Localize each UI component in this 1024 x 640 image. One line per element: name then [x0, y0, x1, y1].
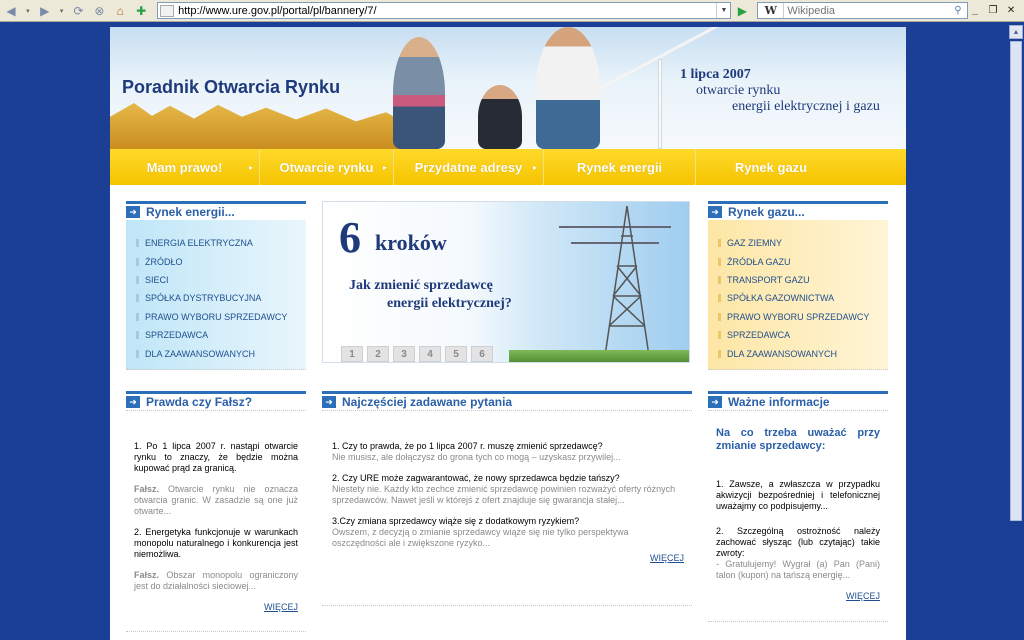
site-title[interactable]: Poradnik Otwarcia Rynku [122, 77, 341, 97]
link-label[interactable]: PRAWO WYBORU SPRZEDAWCY [727, 311, 870, 322]
faq-item [332, 516, 684, 549]
bookmark-add-icon[interactable]: ✚ [136, 3, 147, 18]
faq-question[interactable]: 2. Czy URE może zagwarantować, że nowy sprzedawca będzie tańszy? [332, 473, 620, 483]
url-text[interactable]: http://www.ure.gov.pl/portal/pl/bannery/7/ [178, 4, 377, 17]
nav-item-otwarcie-rynku[interactable] [260, 149, 394, 185]
divider [322, 605, 692, 606]
url-bar[interactable] [157, 2, 731, 19]
info-header [708, 391, 888, 410]
link-label[interactable]: SPÓŁKA DYSTRYBUCYJNA [145, 293, 262, 304]
list-item[interactable] [718, 344, 888, 362]
submenu-arrow-icon: ▸ [248, 162, 253, 172]
grass-decoration [509, 350, 690, 363]
nav-item-label: Przydatne adresy [414, 159, 523, 175]
more-link[interactable]: WIĘCEJ [845, 591, 880, 601]
step-tab[interactable]: 1 [341, 346, 363, 362]
divider [126, 631, 306, 632]
promo-step-tabs [341, 346, 493, 362]
answer-2 [134, 570, 298, 592]
photo-woman [393, 37, 445, 149]
forward-arrow-icon[interactable]: ▶ [40, 3, 50, 18]
search-engine-selector[interactable]: W [758, 3, 784, 18]
nav-item-rynek-energii[interactable] [544, 149, 696, 185]
bullet-icon [718, 313, 721, 321]
restore-button[interactable]: ❐ [988, 5, 998, 16]
info-subhead: Na co trzeba uważać przy zmianie sprzedawcy: [716, 427, 880, 452]
home-icon[interactable]: ⌂ [116, 3, 124, 18]
list-item[interactable] [136, 234, 306, 252]
faq-header [322, 391, 692, 410]
energy-box-title[interactable]: Rynek energii... [146, 205, 235, 219]
go-button[interactable]: ▶ [737, 3, 748, 18]
wind-turbine-icon [658, 59, 662, 149]
list-item[interactable] [136, 271, 306, 289]
nav-item-przydatne-adresy[interactable] [394, 149, 544, 185]
banner-date: 1 lipca 2007 [680, 67, 751, 82]
list-item[interactable] [718, 252, 888, 270]
info-point-2-quote: - Gratulujemy! Wygrał (a) Pan (Pani) talon (kupon) na tańszą energię... [716, 559, 880, 580]
bullet-icon [136, 331, 139, 339]
faq-answer: Owszem, z decyzją o zmianie sprzedawcy wiąże się nie tylko perspektywa oszczędności ale i zwiększone ryzyko... [332, 527, 629, 548]
six-steps-promo[interactable] [322, 201, 690, 363]
scroll-up-icon[interactable]: ▲ [1009, 25, 1023, 39]
bullet-icon [136, 350, 139, 358]
step-tab[interactable]: 5 [445, 346, 467, 362]
banner-line-3: energii elektrycznej i gazu [732, 99, 880, 114]
bullet-icon [136, 294, 139, 302]
stop-icon[interactable]: ⊗ [94, 3, 105, 18]
faq-item [332, 441, 684, 463]
faq-question[interactable]: 3.Czy zmiana sprzedawcy wiąże się z dodatkowym ryzykiem? [332, 516, 580, 526]
back-dropdown-icon[interactable]: ▾ [26, 7, 30, 15]
promo-number: 6 [339, 213, 361, 262]
faq-question[interactable]: 1. Czy to prawda, że po 1 lipca 2007 r. muszę zmienić sprzedawcę? [332, 441, 603, 451]
arrow-right-icon: ➜ [708, 206, 722, 218]
link-label[interactable]: ŹRÓDŁO [145, 256, 183, 267]
faq-panel [322, 391, 692, 564]
search-input[interactable] [784, 4, 949, 18]
gas-box-header [708, 201, 888, 220]
answer-label: Fałsz. [134, 484, 160, 494]
link-label[interactable]: SPÓŁKA GAZOWNICTWA [727, 293, 835, 304]
browser-toolbar [0, 0, 1024, 22]
list-item[interactable] [718, 234, 888, 252]
submenu-arrow-icon: ▸ [382, 162, 387, 172]
reload-icon[interactable]: ⟳ [73, 3, 84, 18]
page-favicon-icon [160, 5, 174, 17]
faq-answer: Nie musisz, ale dołączysz do grona tych co mogą – uzyskasz przywilej... [332, 452, 621, 462]
divider [708, 621, 888, 622]
arrow-right-icon: ➜ [322, 396, 336, 408]
nav-item-label: Rynek energii [576, 159, 663, 175]
web-page [110, 27, 906, 640]
list-item[interactable] [136, 344, 306, 362]
step-tab[interactable]: 3 [393, 346, 415, 362]
statement-1: 1. Po 1 lipca 2007 r. nastąpi otwarcie rynku to znaczy, że będzie można kupować prąd za granicą. [134, 441, 298, 473]
arrow-right-icon: ➜ [126, 396, 140, 408]
link-label[interactable]: GAZ ZIEMNY [727, 238, 783, 249]
link-label[interactable]: SPRZEDAWCA [145, 330, 209, 341]
answer-label: Fałsz. [134, 570, 160, 580]
forward-dropdown-icon[interactable]: ▾ [59, 7, 64, 15]
true-false-content [126, 411, 306, 613]
bullet-icon [718, 239, 721, 247]
link-label[interactable]: ŹRÓDŁA GAZU [727, 256, 791, 267]
bullet-icon [136, 258, 139, 266]
answer-text: Otwarcie rynku nie oznacza otwarcia granic. W zasadzie są one już otwarte... [134, 484, 298, 516]
close-button[interactable]: ✕ [1006, 5, 1016, 16]
link-label[interactable]: DLA ZAAWANSOWANYCH [145, 348, 256, 359]
faq-title[interactable]: Najczęściej zadawane pytania [342, 395, 513, 409]
nav-item-label: Otwarcie rynku [279, 159, 374, 175]
bullet-icon [718, 276, 721, 284]
link-label[interactable]: TRANSPORT GAZU [727, 274, 810, 285]
link-label[interactable]: DLA ZAAWANSOWANYCH [727, 348, 838, 359]
nav-item-label: Rynek gazu [734, 159, 808, 175]
vertical-scrollbar[interactable] [1008, 22, 1024, 640]
link-label[interactable]: SPRZEDAWCA [727, 330, 791, 341]
header-banner [110, 27, 906, 149]
gas-box-title[interactable]: Rynek gazu... [728, 205, 805, 219]
step-tab[interactable]: 6 [471, 346, 493, 362]
statement-2: 2. Energetyka funkcjonuje w warunkach monopolu naturalnego i konkurencja jest niemożliwa. [134, 527, 298, 559]
list-item[interactable] [136, 326, 306, 344]
arrow-right-icon: ➜ [708, 396, 722, 408]
bullet-icon [136, 313, 139, 321]
step-tab[interactable]: 2 [367, 346, 389, 362]
main-nav [110, 149, 906, 185]
banner-headline [680, 67, 898, 115]
list-item[interactable] [136, 308, 306, 326]
arrow-right-icon: ➜ [126, 206, 140, 218]
list-item[interactable] [718, 326, 888, 344]
list-item[interactable] [718, 271, 888, 289]
step-tab[interactable]: 4 [419, 346, 441, 362]
window-controls [968, 5, 1018, 16]
nav-item-mam-prawo[interactable] [110, 149, 260, 185]
submenu-arrow-icon: ▸ [532, 162, 537, 172]
link-label[interactable]: PRAWO WYBORU SPRZEDAWCY [145, 311, 288, 322]
energy-links-list [126, 220, 306, 370]
faq-answer: Niestety nie. Każdy kto zechce zmienić sprzedawcę powinien rozważyć oferty różnych sprzedawców. Nawet jeśli w którejś z ofert znajduje się gwarancja stałej... [332, 484, 676, 505]
nav-item-label: Mam prawo! [146, 159, 223, 175]
search-icon[interactable]: ⚲ [954, 5, 962, 16]
grass-decoration [110, 103, 410, 149]
link-label[interactable]: SIECI [145, 274, 169, 285]
gas-market-box [708, 201, 888, 373]
answer-1 [134, 484, 298, 517]
list-item[interactable] [718, 308, 888, 326]
nav-item-rynek-gazu[interactable] [696, 149, 846, 185]
url-history-dropdown-icon[interactable]: ▼ [716, 3, 730, 18]
info-content [708, 411, 888, 602]
energy-box-header [126, 201, 306, 220]
bullet-icon [136, 276, 139, 284]
back-arrow-icon[interactable]: ◀ [6, 3, 16, 18]
banner-line-2: otwarcie rynku [696, 83, 781, 98]
important-info-panel [708, 391, 888, 602]
faq-content [322, 411, 692, 564]
bullet-icon [718, 331, 721, 339]
true-false-panel [126, 391, 306, 613]
info-point-2: 2. Szczególną ostrożność należy zachować słysząc (lub czytając) takie zwroty: [716, 526, 880, 558]
promo-word: kroków [375, 230, 447, 255]
true-false-title[interactable]: Prawda czy Fałsz? [146, 395, 253, 409]
faq-item [332, 473, 684, 506]
answer-text: Obszar monopolu ograniczony jest do działalności sieciowej... [134, 570, 298, 591]
info-title[interactable]: Ważne informacje [728, 395, 830, 409]
power-pylon-icon [597, 206, 657, 356]
scroll-thumb[interactable] [1010, 41, 1022, 521]
true-false-header [126, 391, 306, 410]
promo-question-line-1: Jak zmienić sprzedawcę [349, 278, 493, 293]
list-item[interactable] [718, 289, 888, 307]
more-link[interactable]: WIĘCEJ [263, 602, 298, 612]
energy-market-box [126, 201, 306, 373]
bullet-icon [136, 239, 139, 247]
link-label[interactable]: ENERGIA ELEKTRYCZNA [145, 238, 253, 249]
photo-man [536, 27, 600, 149]
info-point-1: 1. Zawsze, a zwłaszcza w przypadku akwizycji bezpośredniej i telefonicznej uważajmy co podpisujemy... [716, 479, 880, 511]
gas-links-list [708, 220, 888, 370]
list-item[interactable] [136, 289, 306, 307]
list-item[interactable] [136, 252, 306, 270]
more-link[interactable]: WIĘCEJ [649, 553, 684, 563]
bullet-icon [718, 294, 721, 302]
bullet-icon [718, 350, 721, 358]
promo-question-line-2: energii elektrycznej? [387, 296, 512, 311]
search-bar[interactable] [757, 2, 968, 19]
photo-child [478, 85, 522, 149]
minimize-button[interactable]: _ [972, 5, 978, 16]
bullet-icon [718, 258, 721, 266]
